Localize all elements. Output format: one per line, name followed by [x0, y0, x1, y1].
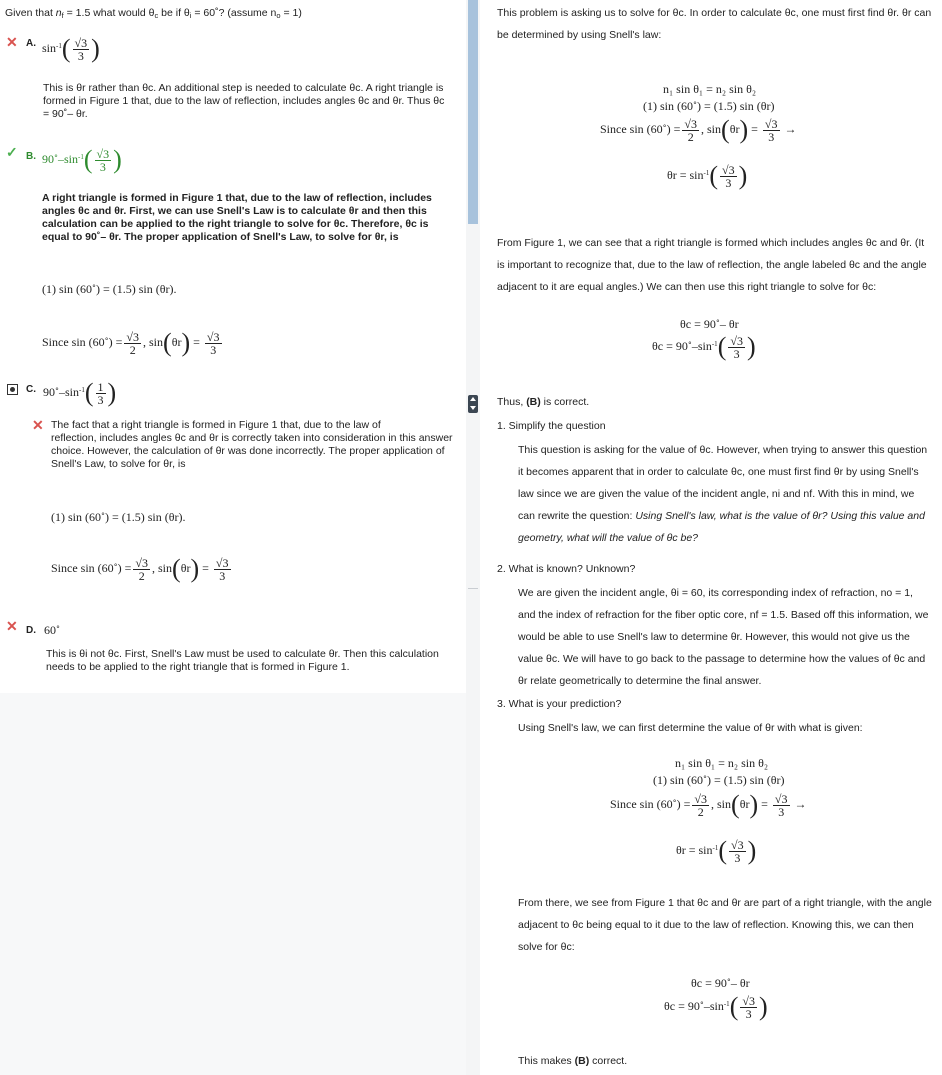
answer-choices-panel [0, 0, 466, 1075]
choice-d[interactable] [6, 618, 18, 635]
choice-b-letter: B. [26, 151, 36, 162]
step-2-body: We are given the incident angle, θi = 60, its corresponding index of refraction, no = 1, and the index of refraction for the fiber optic core, nf = 1.5. Based off this information, we would be able to use Snell's law to determine θr. However, this would not give us the value θc. We will have to go back to the passage to determine how the values of θc and θr relate geometrically to determine the final answer. [518, 587, 929, 687]
choice-c-since-eq: Since sin (60˚) = $\frac{√3}{2}$ , sin(θr) = $\frac{√3}{3}$ [51, 554, 229, 583]
resize-arrows-icon[interactable] [468, 395, 478, 413]
choice-a-explanation: This is θr rather than θc. An additional step is needed to calculate θc. A right triangle is formed in Figure 1 that, due to the law of reflection, includes angles θc and θr. Thus θc = 90˚– θr. [43, 82, 445, 120]
choice-a[interactable] [6, 34, 18, 51]
correct-check-icon: ✓ [6, 144, 18, 160]
step3-snell-values: (1) sin (60˚) = (1.5) sin (θr) [653, 773, 785, 787]
theta-c-eq-2: $\theta c = 90˚-\sin^{-1}$( $\frac{√3}{3}$ ) [652, 332, 756, 361]
incorrect-mark-icon: ✕ [6, 34, 18, 50]
empty-panel-area [0, 693, 466, 1075]
choice-a-math: $\sin^{-1}$( $\frac{√3}{3}$ ) [42, 34, 100, 63]
step3-theta-r-eq: $\theta r = \sin^{-1}$( $\frac{√3}{3}$ ) [676, 836, 757, 865]
choice-b-snell-eq: (1) sin (60˚) = (1.5) sin (θr). [42, 282, 177, 296]
divider-tick [468, 588, 478, 589]
step-1-title: 1. Simplify the question [497, 420, 606, 432]
choice-b-math: $90˚-\sin^{-1}$( $\frac{√3}{3}$ ) [42, 145, 122, 174]
step-3-body: Using Snell's law, we can first determine the value of θr with what is given: [518, 722, 863, 734]
choice-d-math: 60˚ [44, 623, 60, 637]
snell-law-values: (1) sin (60˚) = (1.5) sin (θr) [643, 99, 775, 113]
solution-panel [480, 0, 942, 1075]
choice-c-snell-eq: (1) sin (60˚) = (1.5) sin (θr). [51, 510, 186, 524]
choice-c[interactable] [7, 384, 18, 398]
step-2-title: 2. What is known? Unknown? [497, 563, 636, 575]
choice-a-letter: A. [26, 38, 36, 49]
snell-law-eq: n₁ sin θ₁ = n₂ sin θ₂ [663, 82, 757, 96]
step3-theta-c-eq-1: θc = 90˚– θr [691, 976, 750, 990]
incorrect-mark-icon: ✕ [6, 618, 18, 634]
panel-divider[interactable] [466, 0, 480, 1075]
choice-c-letter: C. [26, 384, 36, 395]
choice-c-incorrect-mark [32, 417, 44, 434]
step3-since-eq: Since sin (60˚) = $\frac{√3}{2}$ , sin(θr) = $\frac{√3}{3}$ → [610, 790, 807, 819]
choice-c-explanation: The fact that a right triangle is formed in Figure 1 that, due to the law of reflection, includes angles θc and θr is correctly taken into consideration in this answer choice. However, the calculation of θr was done incorrectly. The proper application of Snell's Law, to solve for θr, is [51, 419, 453, 470]
choice-b-since-eq: Since sin (60˚) = $\frac{√3}{2}$ , sin(θr) = $\frac{√3}{3}$ [42, 328, 220, 357]
step-3-title: 3. What is your prediction? [497, 698, 622, 710]
incorrect-mark-icon: ✕ [32, 417, 44, 433]
choice-d-explanation: This is θi not θc. First, Snell's Law must be used to calculate θr. Then this calculation needs to be applied to the right triangle that is formed in Figure 1. [46, 648, 439, 673]
selected-radio-icon[interactable] [7, 384, 18, 395]
from-there-text: From there, we see from Figure 1 that θc and θr are part of a right triangle, with the angle adjacent to θc being equal to it due to the law of reflection. Knowing this, we can then solve for θc: [518, 897, 932, 953]
step3-snell-eq: n₁ sin θ₁ = n₂ sin θ₂ [675, 756, 769, 770]
final-statement: This makes (B) correct. [518, 1055, 628, 1067]
choice-b[interactable] [6, 144, 18, 161]
step3-theta-c-eq-2: $\theta c = 90˚-\sin^{-1}$( $\frac{√3}{3}$ ) [664, 992, 768, 1021]
choice-d-letter: D. [26, 625, 36, 636]
theta-r-eq: $\theta r = \sin^{-1}$( $\frac{√3}{3}$ ) [667, 161, 748, 190]
step-1-body: This question is asking for the value of θc. However, when trying to answer this question it becomes apparent that in order to calculate θc, one must first find θr by using Snell's law since we are given the value of the incident angle, ni and nf. With this in mind, we can rewrite the question: Using Snell's law, what is the value of θr? Using this value and geometry, what will the value of θc be? [518, 444, 928, 544]
theta-c-eq-1: θc = 90˚– θr [680, 317, 739, 331]
choice-b-explanation: A right triangle is formed in Figure 1 that, due to the law of reflection, includes angles θc and θr. First, we can use Snell's Law is to calculate θr and then this calculation can be applied to the right triangle to solve for θc. Therefore, θc is equal to 90˚– θr. The proper application of Snell's Law, to solve for θr, is [42, 192, 432, 243]
figure-explanation: From Figure 1, we can see that a right triangle is formed which includes angles θc and θr. (It is important to recognize that, due to the law of reflection, the angle labeled θc and the angle adjacent to it are equal angles.) We can then use this right triangle to solve for θc: [497, 237, 927, 293]
question-text: Given that $n_f = 1.5$ what would $\theta_c$ be if $\theta_i$ = 60˚? (assume $n_o = 1$) [5, 7, 302, 20]
choice-c-math: $90˚-\sin^{-1}$( $\frac{1}{3}$ ) [43, 378, 117, 407]
since-eq: Since sin (60˚) = $\frac{√3}{2}$ , sin(θr) = $\frac{√3}{3}$ → [600, 115, 797, 144]
scroll-thumb[interactable] [468, 0, 478, 224]
solution-intro: This problem is asking us to solve for θc. In order to calculate θc, one must first find θr. θr can be determined by using Snell's law: [497, 7, 932, 41]
thus-statement: Thus, (B) is correct. [497, 396, 590, 408]
